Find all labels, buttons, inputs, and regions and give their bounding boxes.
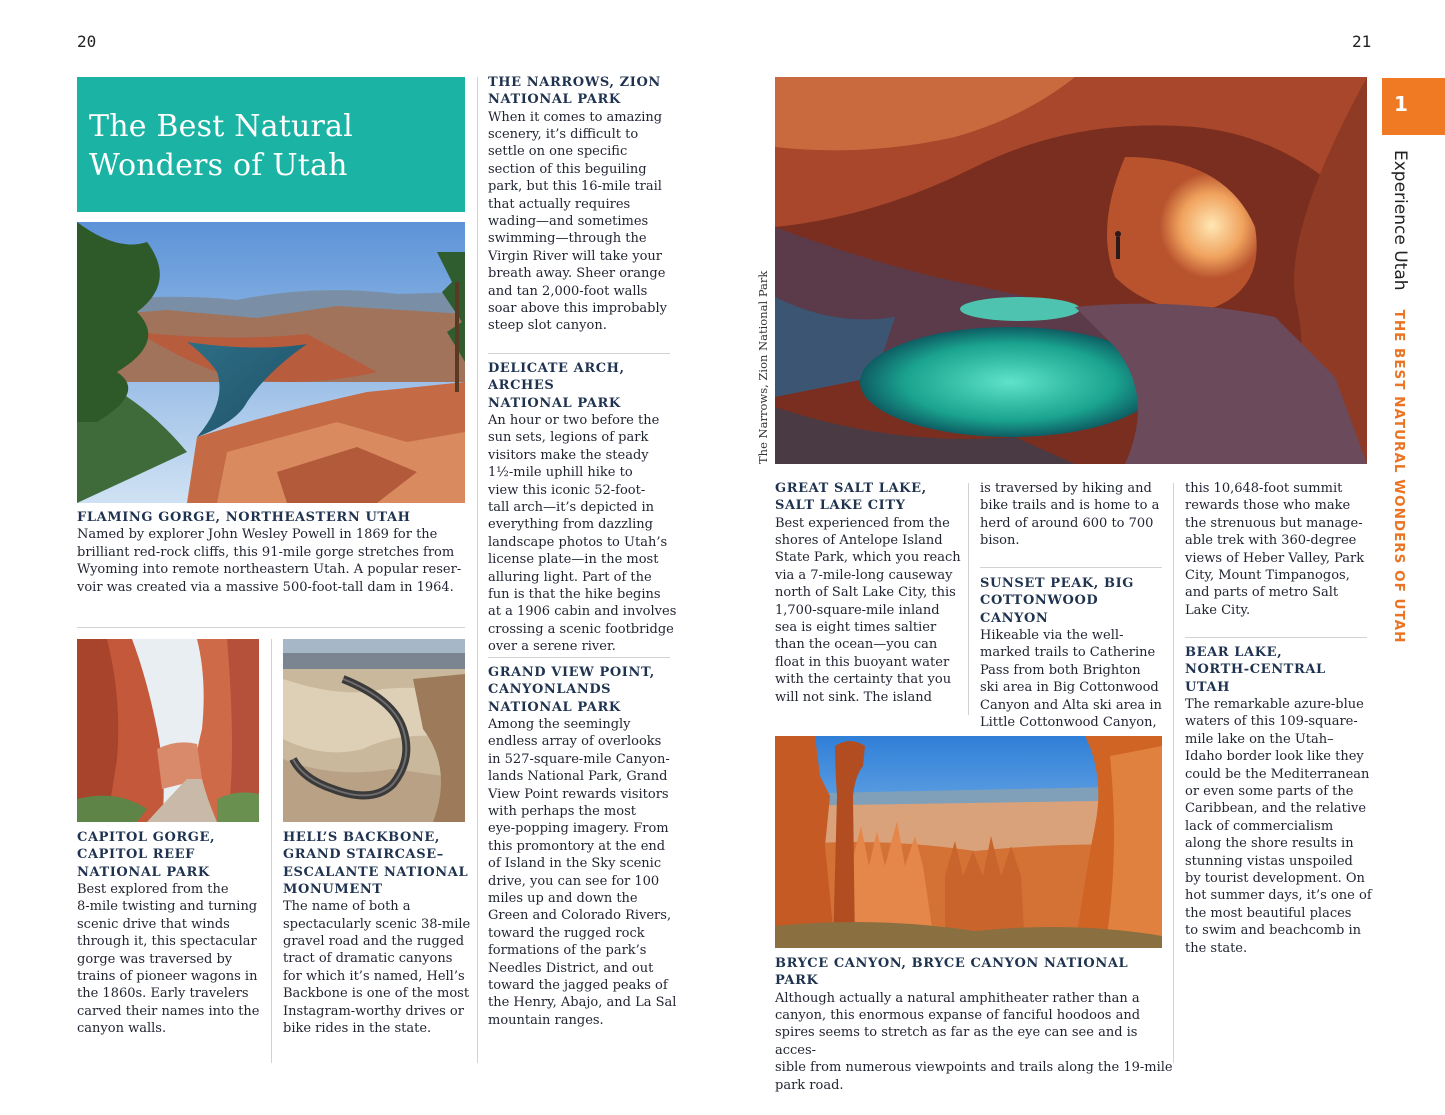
entry-capitol-gorge — [77, 829, 267, 1038]
running-header-section: Experience Utah — [1390, 150, 1410, 291]
entry-grand-view-point — [488, 664, 678, 1029]
column-divider — [477, 77, 478, 1063]
hells-backbone-photo — [283, 639, 465, 822]
entry-delicate-arch — [488, 360, 678, 656]
capitol-gorge-photo — [77, 639, 259, 822]
entry-heading: HELL’S BACKBONE, GRAND STAIRCASE– ESCALANTE NATIONAL MONUMENT — [283, 830, 469, 897]
divider — [488, 353, 670, 354]
divider — [980, 567, 1162, 568]
entry-flaming-gorge — [77, 509, 467, 596]
entry-hells-backbone — [283, 829, 473, 1037]
entry-heading: THE NARROWS, ZION NATIONAL PARK — [488, 75, 661, 108]
entry-sunset-peak-continued — [1185, 480, 1375, 619]
entry-body: Among the seemingly endless array of overlooks in 527-square-mile Canyon- lands National Park, Grand View Point rewards visitors with perhaps the most eye-popping imagery. From this promontory at the end of Island in the Sky scenic drive, you can see for 100 miles up and down the Green and Colorado Rivers, toward the rugged rock formations of the park’s Needles District, and out toward the jagged peaks of the Henry, Abajo, and La Sal mountain ranges. — [488, 716, 677, 1028]
column-divider — [271, 639, 272, 1063]
bryce-canyon-photo — [775, 736, 1162, 948]
entry-heading: GREAT SALT LAKE, SALT LAKE CITY — [775, 481, 927, 514]
running-header-subsection: THE BEST NATURAL WONDERS OF UTAH — [1391, 309, 1407, 644]
entry-heading: DELICATE ARCH, ARCHES NATIONAL PARK — [488, 361, 625, 411]
photo-credit: The Narrows, Zion National Park — [756, 270, 770, 464]
entry-the-narrows — [488, 74, 678, 335]
entry-body: When it comes to amazing scenery, it’s difficult to settle on one specific section of this beguiling park, but this 16-mile trail that actually requires wading—and sometimes swimming—through the Virgin River will take your breath away. Sheer orange and tan 2,000-foot walls soar above this improbably steep slot canyon. — [488, 109, 667, 334]
page-title-line-2: Wonders of Utah — [89, 148, 348, 183]
running-header — [1390, 150, 1410, 643]
page-title-box — [77, 77, 465, 212]
entry-body: Best explored from the 8-mile twisting and turning scenic drive that winds through it, this spectacular gorge was traversed by trains of pioneer wagons in the 1860s. Early travelers carved their names into the canyon walls. — [77, 881, 260, 1037]
chapter-number: 1 — [1394, 92, 1408, 116]
entry-bear-lake — [1185, 644, 1375, 957]
entry-great-salt-lake-continued — [980, 480, 1170, 550]
page-number-left: 20 — [77, 32, 97, 51]
divider — [77, 627, 465, 628]
entry-heading: BRYCE CANYON, BRYCE CANYON NATIONAL PARK — [775, 956, 1129, 989]
divider — [488, 657, 670, 658]
entry-heading: GRAND VIEW POINT, CANYONLANDS NATIONAL PARK — [488, 665, 655, 715]
entry-sunset-peak — [980, 575, 1170, 731]
entry-body: Best experienced from the shores of Antelope Island State Park, which you reach via a 7-mile-long causeway north of Salt Lake City, this 1,700-square-mile inland sea is eight times saltier than the ocean—you can float in this buoyant water with the certainty that you will not sink. The island — [775, 515, 961, 705]
entry-bryce-canyon — [775, 955, 1175, 1094]
entry-body: An hour or two before the sun sets, legions of park visitors make the steady 1½-mile uphill hike to view this iconic 52-foot- tall arch—it’s depicted in everything from dazzling landscape photos to Utah’s license plate—in the most alluring light. Part of the fun is that the hike begins at a 1906 cabin and involves crossing a scenic footbridge over a serene river. — [488, 412, 677, 655]
entry-body: is traversed by hiking and bike trails and is home to a herd of around 600 to 700 bison. — [980, 481, 1160, 549]
narrows-photo — [775, 77, 1367, 464]
page-title — [89, 107, 353, 185]
entry-heading: FLAMING GORGE, NORTHEASTERN UTAH — [77, 510, 411, 525]
page-number-right: 21 — [1352, 32, 1372, 51]
entry-body: The name of both a spectacularly scenic 38-mile gravel road and the rugged tract of dramatic canyons for which it’s named, Hell’s Backbone is one of the most Instagram-worthy drives or bike rides in the state. — [283, 899, 471, 1037]
entry-body: this 10,648-foot summit rewards those who make the strenuous but manage- able trek with 360-degree views of Heber Valley, Park City, Mount Timpanogos, and parts of metro Salt Lake City. — [1185, 481, 1365, 618]
entry-body: The remarkable azure-blue waters of this 109-square- mile lake on the Utah– Idaho border look like they could be the Mediterranean or even some parts of the Caribbean, and the relative lack of commercialism along the shore results in stunning vistas unspoiled by tourist development. On hot summer days, it’s one of the most beautiful places to swim and beachcomb in the state. — [1185, 696, 1372, 956]
chapter-tab — [1382, 78, 1445, 135]
entry-heading: BEAR LAKE, NORTH-CENTRAL UTAH — [1185, 645, 1326, 695]
entry-body: Hikeable via the well- marked trails to Catherine Pass from both Brighton ski area in Big Cottonwood Canyon and Alta ski area in Little Cottonwood Canyon, — [980, 627, 1162, 730]
entry-heading: CAPITOL GORGE, CAPITOL REEF NATIONAL PARK — [77, 830, 216, 880]
entry-heading: SUNSET PEAK, BIG COTTONWOOD CANYON — [980, 576, 1134, 626]
entry-body: Although actually a natural amphitheater rather than a canyon, this enormous expanse of fanciful hoodoos and spires seems to stretch as far as the eye can see and is acces- sible from numerous viewpoints and trails along the 19-mile park road. — [775, 990, 1173, 1093]
column-divider — [968, 483, 969, 715]
divider — [1185, 637, 1367, 638]
entry-body: Named by explorer John Wesley Powell in 1869 for the brilliant red-rock cliffs, this 91-mile gorge stretches from Wyoming into remote northeastern Utah. A popular reser- voir was created via a massive 500-foot-tall dam in 1964. — [77, 527, 462, 595]
flaming-gorge-photo — [77, 222, 465, 503]
page-title-line-1: The Best Natural — [89, 109, 353, 144]
entry-great-salt-lake — [775, 480, 965, 706]
